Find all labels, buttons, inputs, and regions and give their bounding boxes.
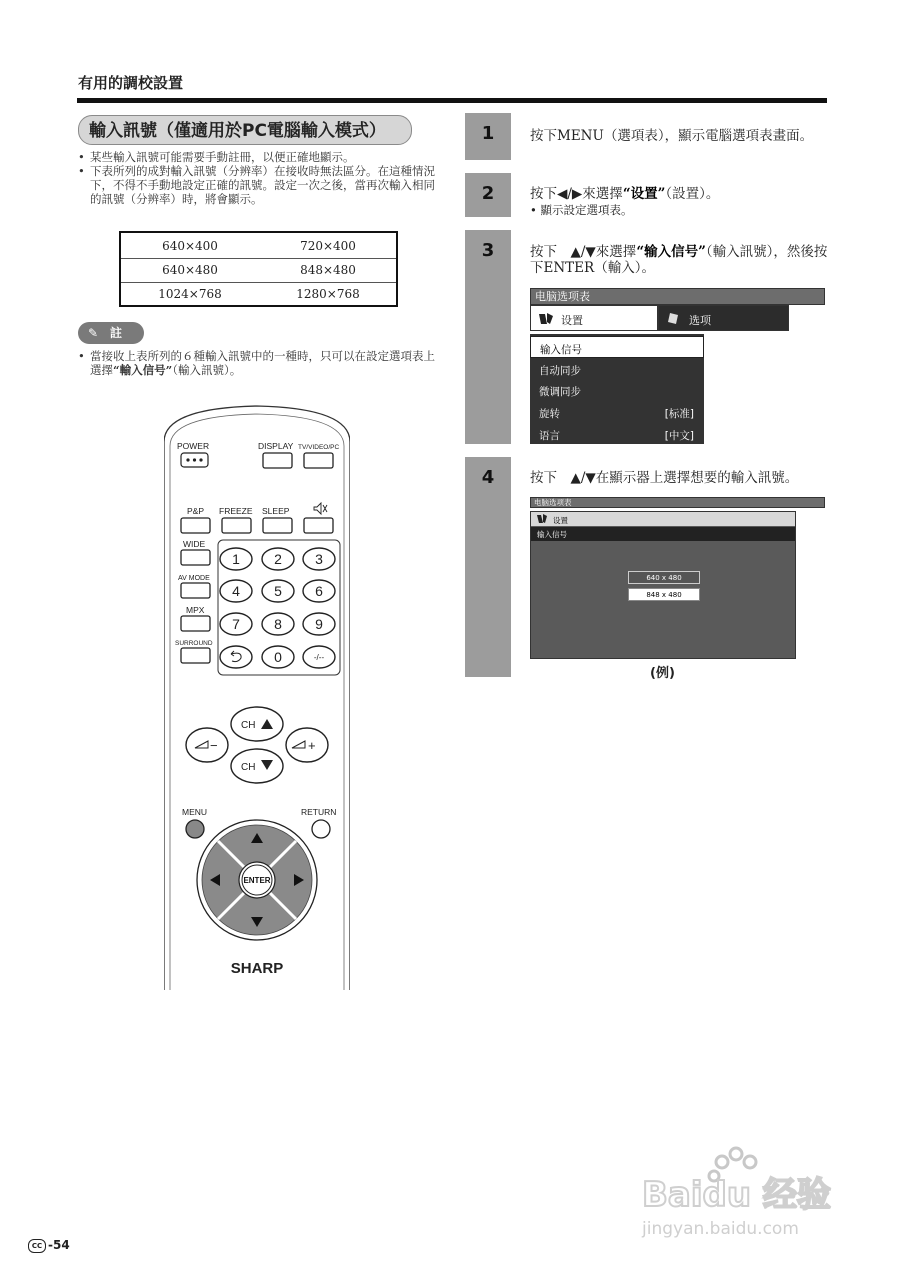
step-4-text: 按下 ▲/▼在顯示器上選擇想要的輸入訊號。	[530, 470, 799, 486]
settings-icon	[536, 514, 548, 524]
bullet-text: 下表所列的成對輸入訊號（分辨率）在接收時無法區分。在這種情況下，不得不手動地設定正確的訊號。設定一次之後，當再次輸入相同的訊號（分辨率）時，將會顯示。	[90, 164, 435, 206]
tab-options[interactable]: 选项	[658, 305, 789, 331]
tab-settings[interactable]: 设置	[530, 305, 658, 331]
wide-label: WIDE	[183, 539, 206, 549]
digit-label: 4	[232, 583, 240, 599]
table-cell: 640×400	[162, 239, 218, 253]
digit-button[interactable]	[220, 613, 252, 635]
digit-label: 2	[274, 551, 282, 567]
step-3-bar	[465, 230, 511, 444]
digit-label: 6	[315, 583, 323, 599]
table-cell: 720×400	[300, 239, 356, 253]
note-text-tail: （輸入訊號）。	[172, 363, 242, 377]
step-4-bar	[465, 457, 511, 677]
return-button[interactable]	[312, 820, 330, 838]
digit-button[interactable]	[262, 580, 294, 602]
surround-label: SURROUND	[175, 640, 213, 647]
menu2-screen	[530, 511, 796, 659]
volume-up-button[interactable]	[286, 728, 328, 762]
sleep-label: SLEEP	[262, 506, 290, 516]
menu-list	[530, 334, 704, 444]
note-item: • 當接收上表所列的６種輸入訊號中的一種時，只可以在設定選項表上選擇“輸入信号”（輸入訊號）。	[78, 349, 435, 377]
recall-button[interactable]	[220, 646, 252, 668]
pp-button[interactable]	[181, 518, 210, 533]
freeze-button[interactable]	[222, 518, 251, 533]
table-cell: 848×480	[300, 263, 356, 277]
channel-up-button[interactable]	[231, 707, 283, 741]
resolution-option-selected[interactable]: 848 x 480	[628, 588, 700, 601]
menu-item-fine-sync[interactable]: 微调同步	[539, 386, 581, 398]
step-2-bold: “设置”	[622, 186, 666, 202]
return-label: RETURN	[301, 807, 337, 817]
tvvideopc-button[interactable]	[304, 453, 333, 468]
menu2-tab-settings[interactable]: 设置	[531, 512, 795, 526]
resolution-option[interactable]: 640 x 480	[628, 571, 700, 584]
menu-button[interactable]	[186, 820, 204, 838]
step-3-number: 3	[481, 240, 495, 261]
table-row	[121, 234, 396, 258]
digit-button[interactable]	[303, 548, 335, 570]
channel-down-button[interactable]	[231, 749, 283, 783]
step-3-text: 按下 ▲/▼來選擇“输入信号”（輸入訊號），然後按下ENTER（輸入）。	[530, 244, 828, 276]
section-title: 有用的調校設置	[78, 74, 184, 92]
paperclip-icon: ✎	[88, 326, 99, 340]
step-2-subtext: • 顯示設定選項表。	[530, 203, 633, 217]
menu-label: MENU	[182, 807, 208, 817]
menu-title-bar: 电脑选项表	[530, 288, 825, 305]
step-3-bold: “输入信号”	[636, 244, 706, 260]
sleep-button[interactable]	[263, 518, 292, 533]
digit-label: 9	[315, 616, 323, 632]
digit-button[interactable]	[220, 548, 252, 570]
menu-item-auto-sync[interactable]: 自动同步	[539, 365, 581, 377]
svg-text:CH: CH	[241, 720, 256, 731]
step-1-text: 按下MENU（選項表），顯示電腦選項表畫面。	[530, 128, 814, 144]
bullet-item: • 下表所列的成對輸入訊號（分辨率）在接收時無法區分。在這種情況下，不得不手動地設定正確的訊號。設定一次之後，當再次輸入相同的訊號（分辨率）時，將會顯示。	[78, 164, 443, 206]
menu2-heading: 输入信号	[531, 527, 795, 541]
bullet-text: 某些輸入訊號可能需要手動註冊，以便正確地顯示。	[90, 150, 355, 164]
step-1-number: 1	[481, 123, 495, 144]
digit-button[interactable]	[262, 613, 294, 635]
menu2-title-bar: 电脑选项表	[530, 497, 825, 508]
brand-logo: SHARP	[230, 960, 284, 977]
digit-label: 0	[274, 649, 282, 665]
example-caption: (例)	[650, 666, 675, 681]
digit-label: 1	[232, 551, 240, 567]
surround-button[interactable]	[181, 648, 210, 663]
options-icon	[668, 312, 680, 325]
note-label: 註	[110, 326, 123, 340]
enter-button[interactable]	[239, 862, 275, 898]
digit-button[interactable]	[262, 646, 294, 668]
watermark	[630, 1140, 860, 1250]
mpx-button[interactable]	[181, 616, 210, 631]
avmode-button[interactable]	[181, 583, 210, 598]
wide-button[interactable]	[181, 550, 210, 565]
menu-item-input-signal[interactable]: 输入信号	[530, 336, 704, 358]
header-rule	[77, 98, 827, 103]
svg-text:CH: CH	[241, 762, 256, 773]
step-2-number: 2	[481, 183, 495, 204]
note-bold: “輸入信号”	[113, 363, 173, 377]
display-button[interactable]	[263, 453, 292, 468]
mpx-label: MPX	[186, 605, 205, 615]
step-2-text: 按下◀/▶來選擇“设置”（設置）。	[530, 186, 720, 202]
svg-text:−: −	[210, 738, 218, 753]
digit-button[interactable]	[303, 580, 335, 602]
freeze-label: FREEZE	[219, 506, 253, 516]
avmode-label: AV MODE	[178, 575, 210, 582]
remote-control	[164, 402, 350, 1012]
svg-text:ENTER: ENTER	[243, 876, 271, 885]
table-cell: 1280×768	[296, 287, 360, 301]
digit-button[interactable]	[220, 580, 252, 602]
mute-button[interactable]	[304, 518, 333, 533]
step-4-number: 4	[481, 467, 495, 488]
digit-label: 7	[232, 616, 240, 632]
svg-text:jingyan.baidu.com: jingyan.baidu.com	[642, 1219, 799, 1239]
digit-label: -/--	[313, 653, 325, 662]
resolution-table	[119, 231, 398, 307]
svg-text:Baidu 经验: Baidu 经验	[642, 1175, 831, 1215]
menu-tabs	[530, 305, 789, 331]
note-badge	[78, 322, 144, 344]
digit-button[interactable]	[303, 613, 335, 635]
table-row	[121, 282, 396, 306]
note-text: 當接收上表所列的６種輸入訊號中的一種時，只可以在設定選項表上選擇	[90, 349, 435, 377]
digit-button[interactable]	[303, 646, 335, 668]
menu-item-rotate[interactable]: 旋转 [标准]	[539, 408, 694, 420]
power-button[interactable]	[181, 453, 208, 467]
settings-icon	[538, 312, 554, 325]
table-cell: 1024×768	[158, 287, 222, 301]
section-heading: 輸入訊號（僅適用於PC電腦輸入模式）	[78, 115, 412, 145]
svg-text:+: +	[308, 738, 316, 753]
language-badge: CC	[28, 1239, 46, 1253]
display-label: DISPLAY	[258, 441, 294, 451]
page-number: CC -54	[28, 1238, 70, 1253]
menu-item-language[interactable]: 语言 [中文]	[539, 430, 694, 442]
table-cell: 640×480	[162, 263, 218, 277]
volume-down-button[interactable]	[186, 728, 228, 762]
bullet-item: • 某些輸入訊號可能需要手動註冊，以便正確地顯示。	[78, 150, 443, 164]
digit-label: 8	[274, 616, 282, 632]
digit-label: 3	[315, 551, 323, 567]
power-label: POWER	[177, 441, 210, 451]
digit-label: 5	[274, 583, 282, 599]
tvvideopc-label: TV/VIDEO/PC	[298, 444, 340, 451]
pp-label: P&P	[187, 506, 205, 516]
table-row	[121, 258, 396, 282]
digit-button[interactable]	[262, 548, 294, 570]
